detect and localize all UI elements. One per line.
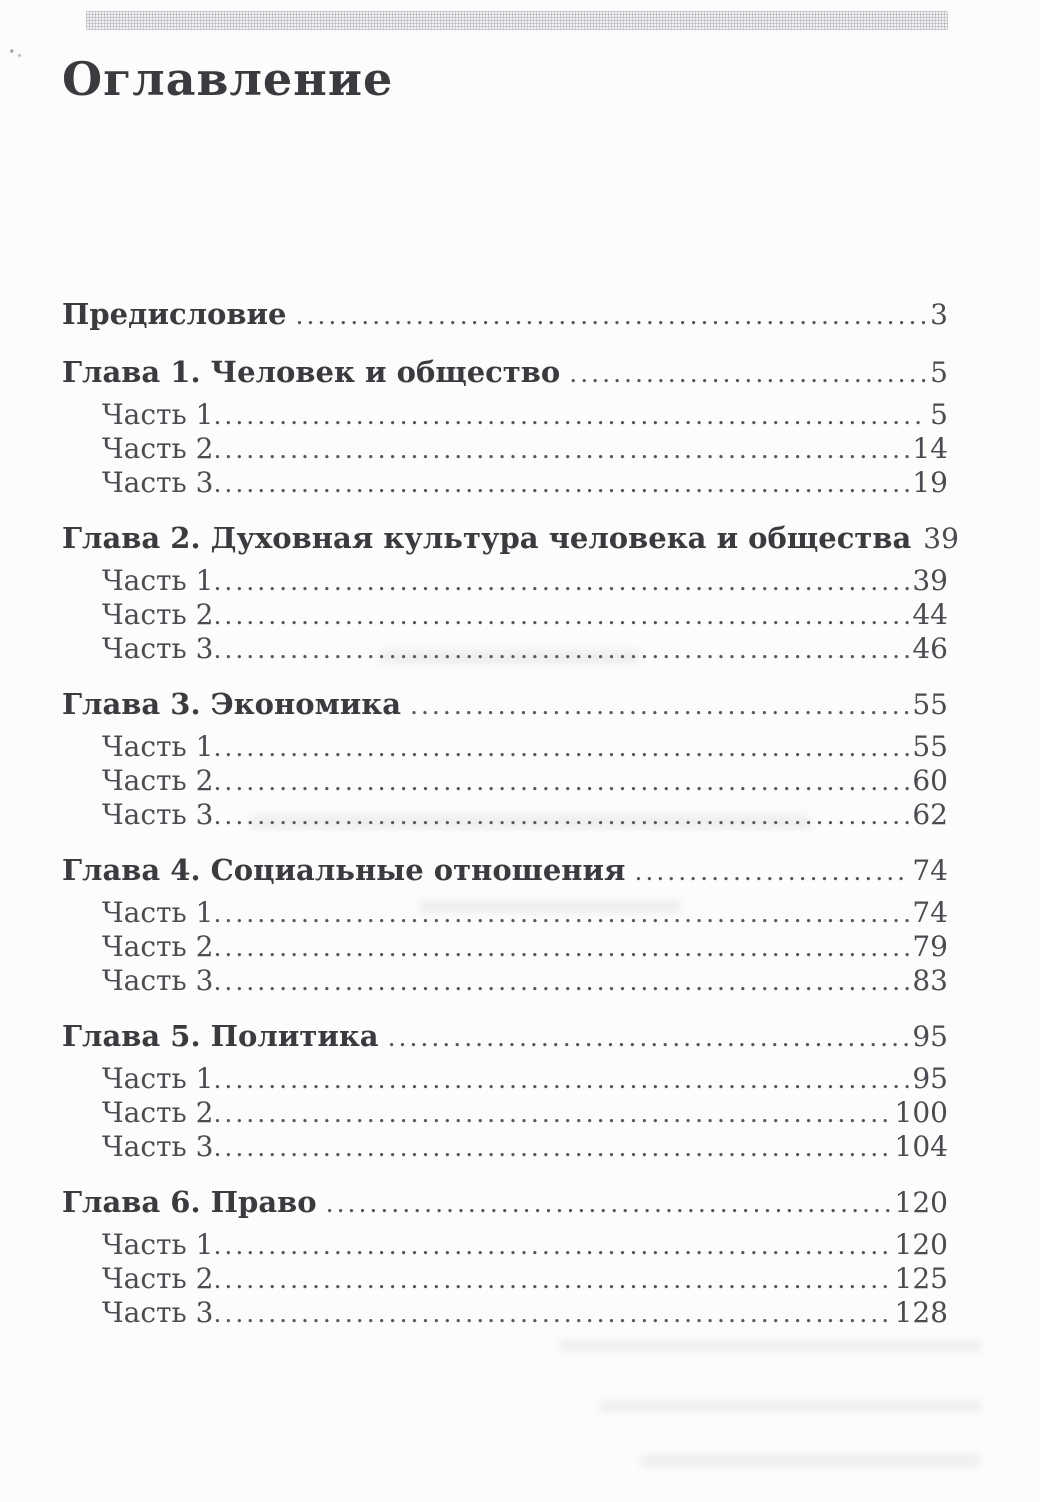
toc-entry-page: 95 [912,1020,948,1053]
toc-entry-part [62,564,948,598]
toc-entry-page: 120 [894,1228,948,1261]
toc-entry-part [62,398,948,432]
toc-entry-part [62,964,948,998]
toc-entry-page: 55 [912,730,948,763]
dot-leader [213,1229,891,1262]
toc-entry-label: Часть 2 [102,764,214,797]
toc-entry-page: 5 [930,356,948,389]
toc-entry-label: Часть 1 [102,896,214,929]
toc-entry-label: Часть 2 [102,598,214,631]
dot-leader [213,1263,891,1296]
toc-entry-label: Глава 2. Духовная культура человека и общества [62,521,912,555]
scan-speck [9,48,23,58]
toc-entry-part [62,1096,948,1130]
toc-entry-label: Глава 4. Социальные отношения [62,853,626,887]
toc-entry-label: Часть 2 [102,1096,214,1129]
toc-entry-preface [62,296,948,334]
toc-entry-part [62,1130,948,1164]
toc-entry-label: Часть 3 [102,964,214,997]
dot-leader [213,931,909,964]
dot-leader [213,1097,891,1130]
bleedthrough-artifact [250,815,810,829]
dot-leader [326,1186,892,1222]
toc-entry-chapter-6 [62,1184,948,1222]
toc-entry-page: 5 [930,398,948,431]
toc-entry-label: Часть 1 [102,1062,214,1095]
toc-entry-label: Часть 1 [102,398,214,431]
dot-leader [213,1131,891,1164]
bleedthrough-artifact [640,1455,980,1467]
toc-entry-label: Часть 1 [102,564,214,597]
toc-entry-label: Часть 3 [102,1130,214,1163]
toc-entry-page: 14 [912,432,948,465]
dot-leader [569,356,927,392]
dot-leader [213,765,909,798]
toc-entry-page: 120 [894,1186,948,1219]
toc-entry-part [62,1228,948,1262]
toc-entry-part [62,730,948,764]
toc-entry-label: Предисловие [62,297,287,331]
toc-entry-page: 95 [912,1062,948,1095]
toc-entry-label: Часть 2 [102,432,214,465]
toc-entry-part [62,598,948,632]
toc-entry-page: 100 [894,1096,948,1129]
toc-entry-page: 62 [912,798,948,831]
toc-entry-chapter-4 [62,852,948,890]
toc-entry-page: 104 [894,1130,948,1163]
toc-entry-label: Часть 3 [102,466,214,499]
scan-halftone-strip [86,11,948,30]
toc-entry-page: 39 [912,564,948,597]
dot-leader [296,298,928,334]
toc-entry-part [62,432,948,466]
toc-entry-part [62,1062,948,1096]
toc-entry-page: 74 [912,854,948,887]
toc-entry-part [62,1296,948,1330]
dot-leader [213,467,909,500]
dot-leader [213,965,909,998]
dot-leader [213,731,909,764]
toc-entry-label: Глава 6. Право [62,1185,317,1219]
toc-entry-page: 39 [923,522,959,555]
dot-leader [213,1063,909,1096]
toc-entry-page: 55 [912,688,948,721]
dot-leader [634,854,909,890]
toc-entry-page: 60 [912,764,948,797]
toc-entry-page: 79 [912,930,948,963]
toc-entry-page: 3 [930,298,948,331]
toc-entry-label: Глава 1. Человек и общество [62,355,561,389]
toc-entry-chapter-2 [62,520,959,558]
toc-entry-chapter-5 [62,1018,948,1056]
page-title: Оглавление [62,52,394,106]
toc-entry-label: Часть 3 [102,1296,214,1329]
toc-entry-part [62,930,948,964]
bleedthrough-artifact [600,1400,980,1412]
toc-entry-label: Глава 5. Политика [62,1019,379,1053]
bleedthrough-artifact [380,650,640,664]
toc-entry-label: Часть 3 [102,632,214,665]
toc-entry-page: 44 [912,598,948,631]
toc-entry-label: Часть 2 [102,1262,214,1295]
dot-leader [410,688,909,724]
toc-entry-page: 83 [912,964,948,997]
toc-entry-chapter-3 [62,686,948,724]
toc-entry-page: 46 [912,632,948,665]
toc-entry-part [62,764,948,798]
dot-leader [213,399,927,432]
dot-leader [213,1297,891,1330]
dot-leader [213,433,909,466]
toc-entry-chapter-1 [62,354,948,392]
toc-entry-label: Глава 3. Экономика [62,687,402,721]
dot-leader [388,1020,910,1056]
toc-entry-page: 125 [894,1262,948,1295]
toc-entry-label: Часть 2 [102,930,214,963]
toc-entry-part [62,1262,948,1296]
dot-leader [213,565,909,598]
toc-entry-label: Часть 1 [102,1228,214,1261]
bleedthrough-artifact [420,900,680,913]
dot-leader [213,599,909,632]
toc-entry-page: 128 [894,1296,948,1329]
bleedthrough-artifact [560,1340,980,1352]
table-of-contents [62,296,959,1330]
toc-entry-page: 74 [912,896,948,929]
toc-entry-part [62,466,948,500]
toc-entry-label: Часть 1 [102,730,214,763]
toc-entry-label: Часть 3 [102,798,214,831]
toc-entry-page: 19 [912,466,948,499]
